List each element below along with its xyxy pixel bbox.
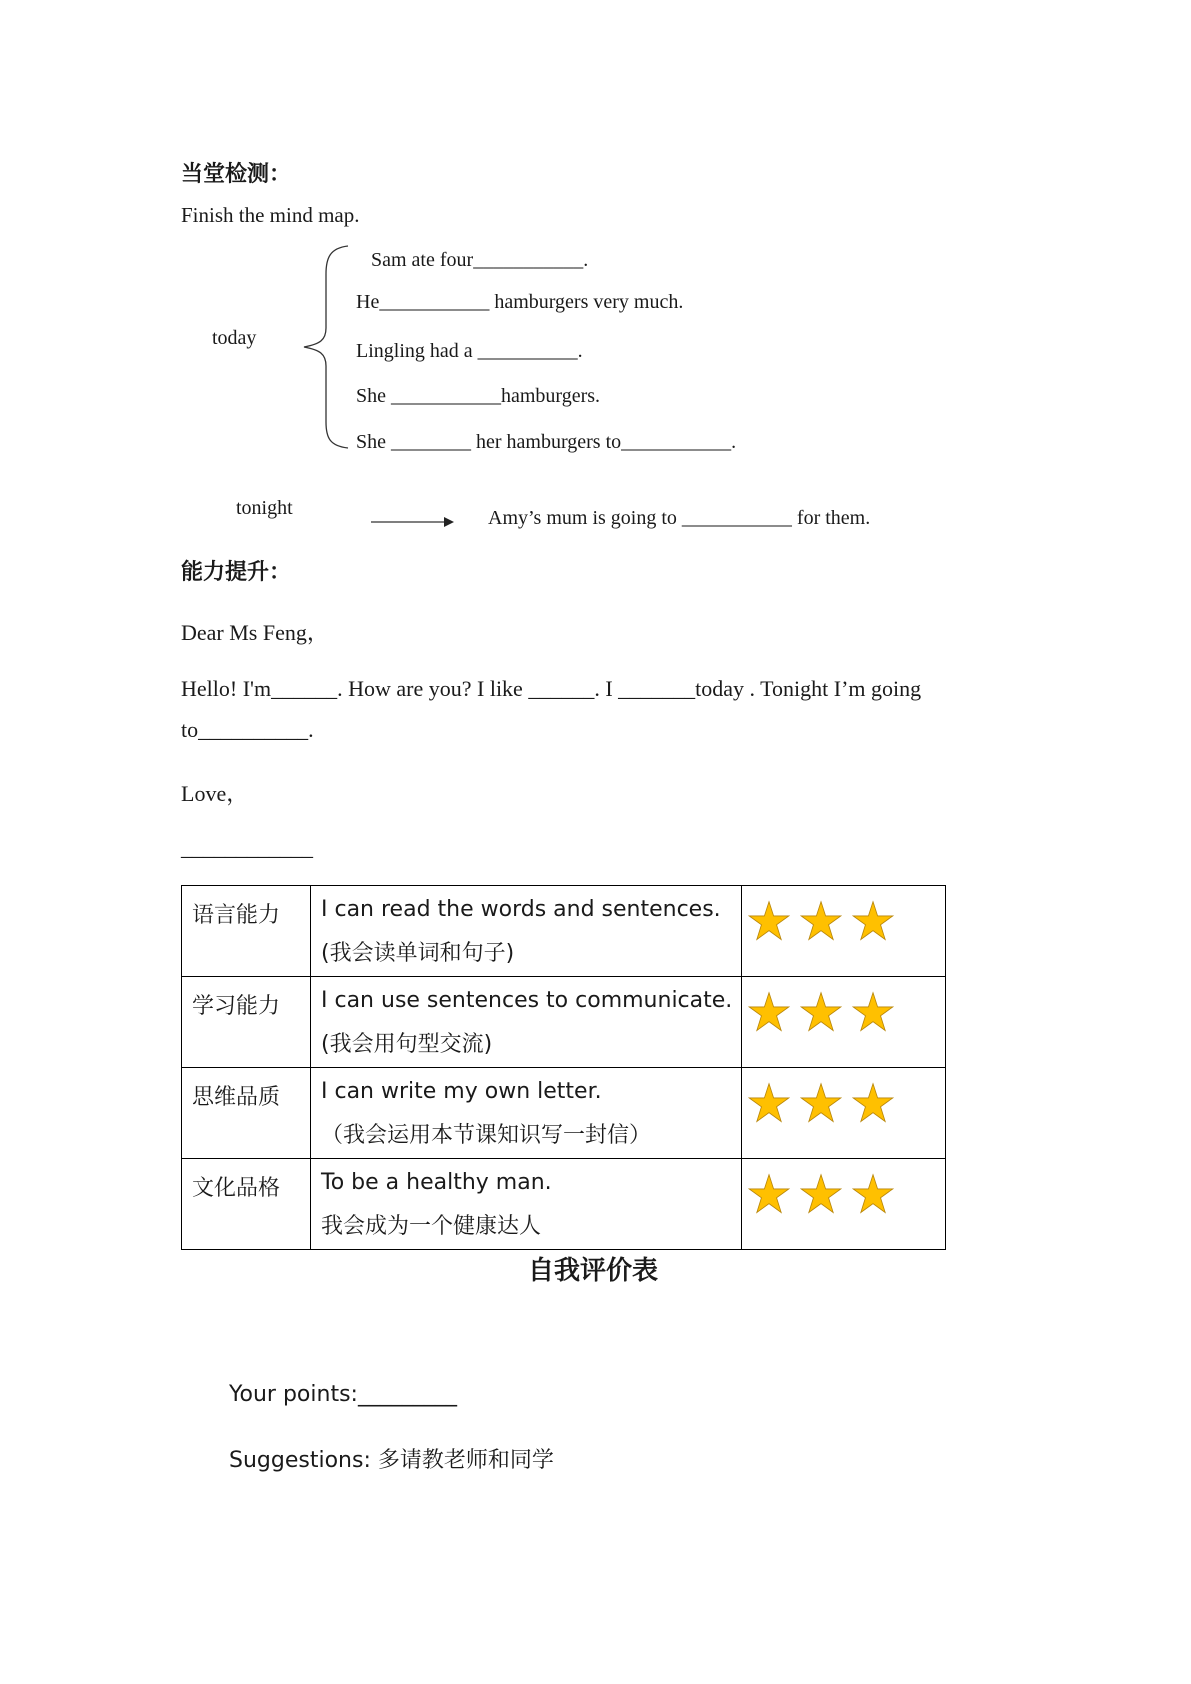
category-cell: 文化品格	[182, 1159, 311, 1250]
brace-icon	[300, 244, 350, 450]
mind-map-instruction: Finish the mind map.	[181, 203, 360, 227]
star-icon	[852, 1173, 894, 1215]
table-row	[182, 886, 946, 977]
today-item: Sam ate four___________.	[371, 249, 589, 271]
description-cell	[311, 1159, 742, 1250]
star-rating[interactable]	[742, 886, 945, 942]
star-icon	[800, 900, 842, 942]
star-icon	[852, 1082, 894, 1124]
section-heading-ability-improvement: 能力提升：	[181, 560, 292, 585]
table-row	[182, 1068, 946, 1159]
description-zh: 我会成为一个健康达人	[321, 1214, 542, 1239]
description-en: I can write my own letter.	[321, 1079, 602, 1104]
description-cell	[311, 977, 742, 1068]
table-row	[182, 977, 946, 1068]
star-rating[interactable]	[742, 977, 945, 1033]
star-icon	[852, 900, 894, 942]
description-en: To be a healthy man.	[321, 1170, 552, 1195]
suggestions-line: Suggestions: 多请教老师和同学	[229, 1448, 554, 1473]
description-cell	[311, 886, 742, 977]
category-cell: 学习能力	[182, 977, 311, 1068]
stars-cell	[742, 1159, 946, 1250]
description-en: I can use sentences to communicate.	[321, 988, 733, 1013]
table-row	[182, 1159, 946, 1250]
star-icon	[800, 1173, 842, 1215]
arrow-right-icon	[370, 514, 456, 530]
star-rating[interactable]	[742, 1068, 945, 1124]
stars-cell	[742, 886, 946, 977]
section-heading-classroom-test: 当堂检测：	[181, 162, 292, 187]
letter-closing: Love，	[181, 781, 249, 806]
today-item: She ___________hamburgers.	[356, 385, 601, 407]
tonight-item: Amy’s mum is going to ___________ for them.	[488, 507, 871, 529]
star-icon	[748, 991, 790, 1033]
description-cell	[311, 1068, 742, 1159]
today-item: He___________ hamburgers very much.	[356, 291, 684, 313]
letter-body-line: to__________.	[181, 717, 314, 742]
letter-greeting: Dear Ms Feng，	[181, 620, 329, 645]
evaluation-table-title: 自我评价表	[528, 1256, 659, 1286]
today-item: Lingling had a __________.	[356, 340, 583, 362]
letter-body-line: Hello! I'm______. How are you? I like ______. I _______today . Tonight I’m going	[181, 676, 922, 701]
category-cell: 语言能力	[182, 886, 311, 977]
star-rating[interactable]	[742, 1159, 945, 1215]
stars-cell	[742, 977, 946, 1068]
category-cell: 思维品质	[182, 1068, 311, 1159]
today-item: She ________ her hamburgers to___________.	[356, 431, 737, 453]
star-icon	[748, 1173, 790, 1215]
star-icon	[748, 1082, 790, 1124]
signature-line: ____________	[181, 835, 313, 860]
description-en: I can read the words and sentences.	[321, 897, 721, 922]
self-evaluation-table	[181, 885, 946, 1250]
star-icon	[800, 1082, 842, 1124]
today-label: today	[212, 327, 257, 349]
stars-cell	[742, 1068, 946, 1159]
star-icon	[852, 991, 894, 1033]
description-zh: (我会读单词和句子)	[321, 941, 515, 966]
star-icon	[800, 991, 842, 1033]
description-zh: (我会用句型交流)	[321, 1032, 493, 1057]
description-zh: （我会运用本节课知识写一封信）	[321, 1123, 652, 1148]
tonight-label: tonight	[236, 497, 293, 519]
your-points-line: Your points:_________	[229, 1382, 457, 1407]
star-icon	[748, 900, 790, 942]
